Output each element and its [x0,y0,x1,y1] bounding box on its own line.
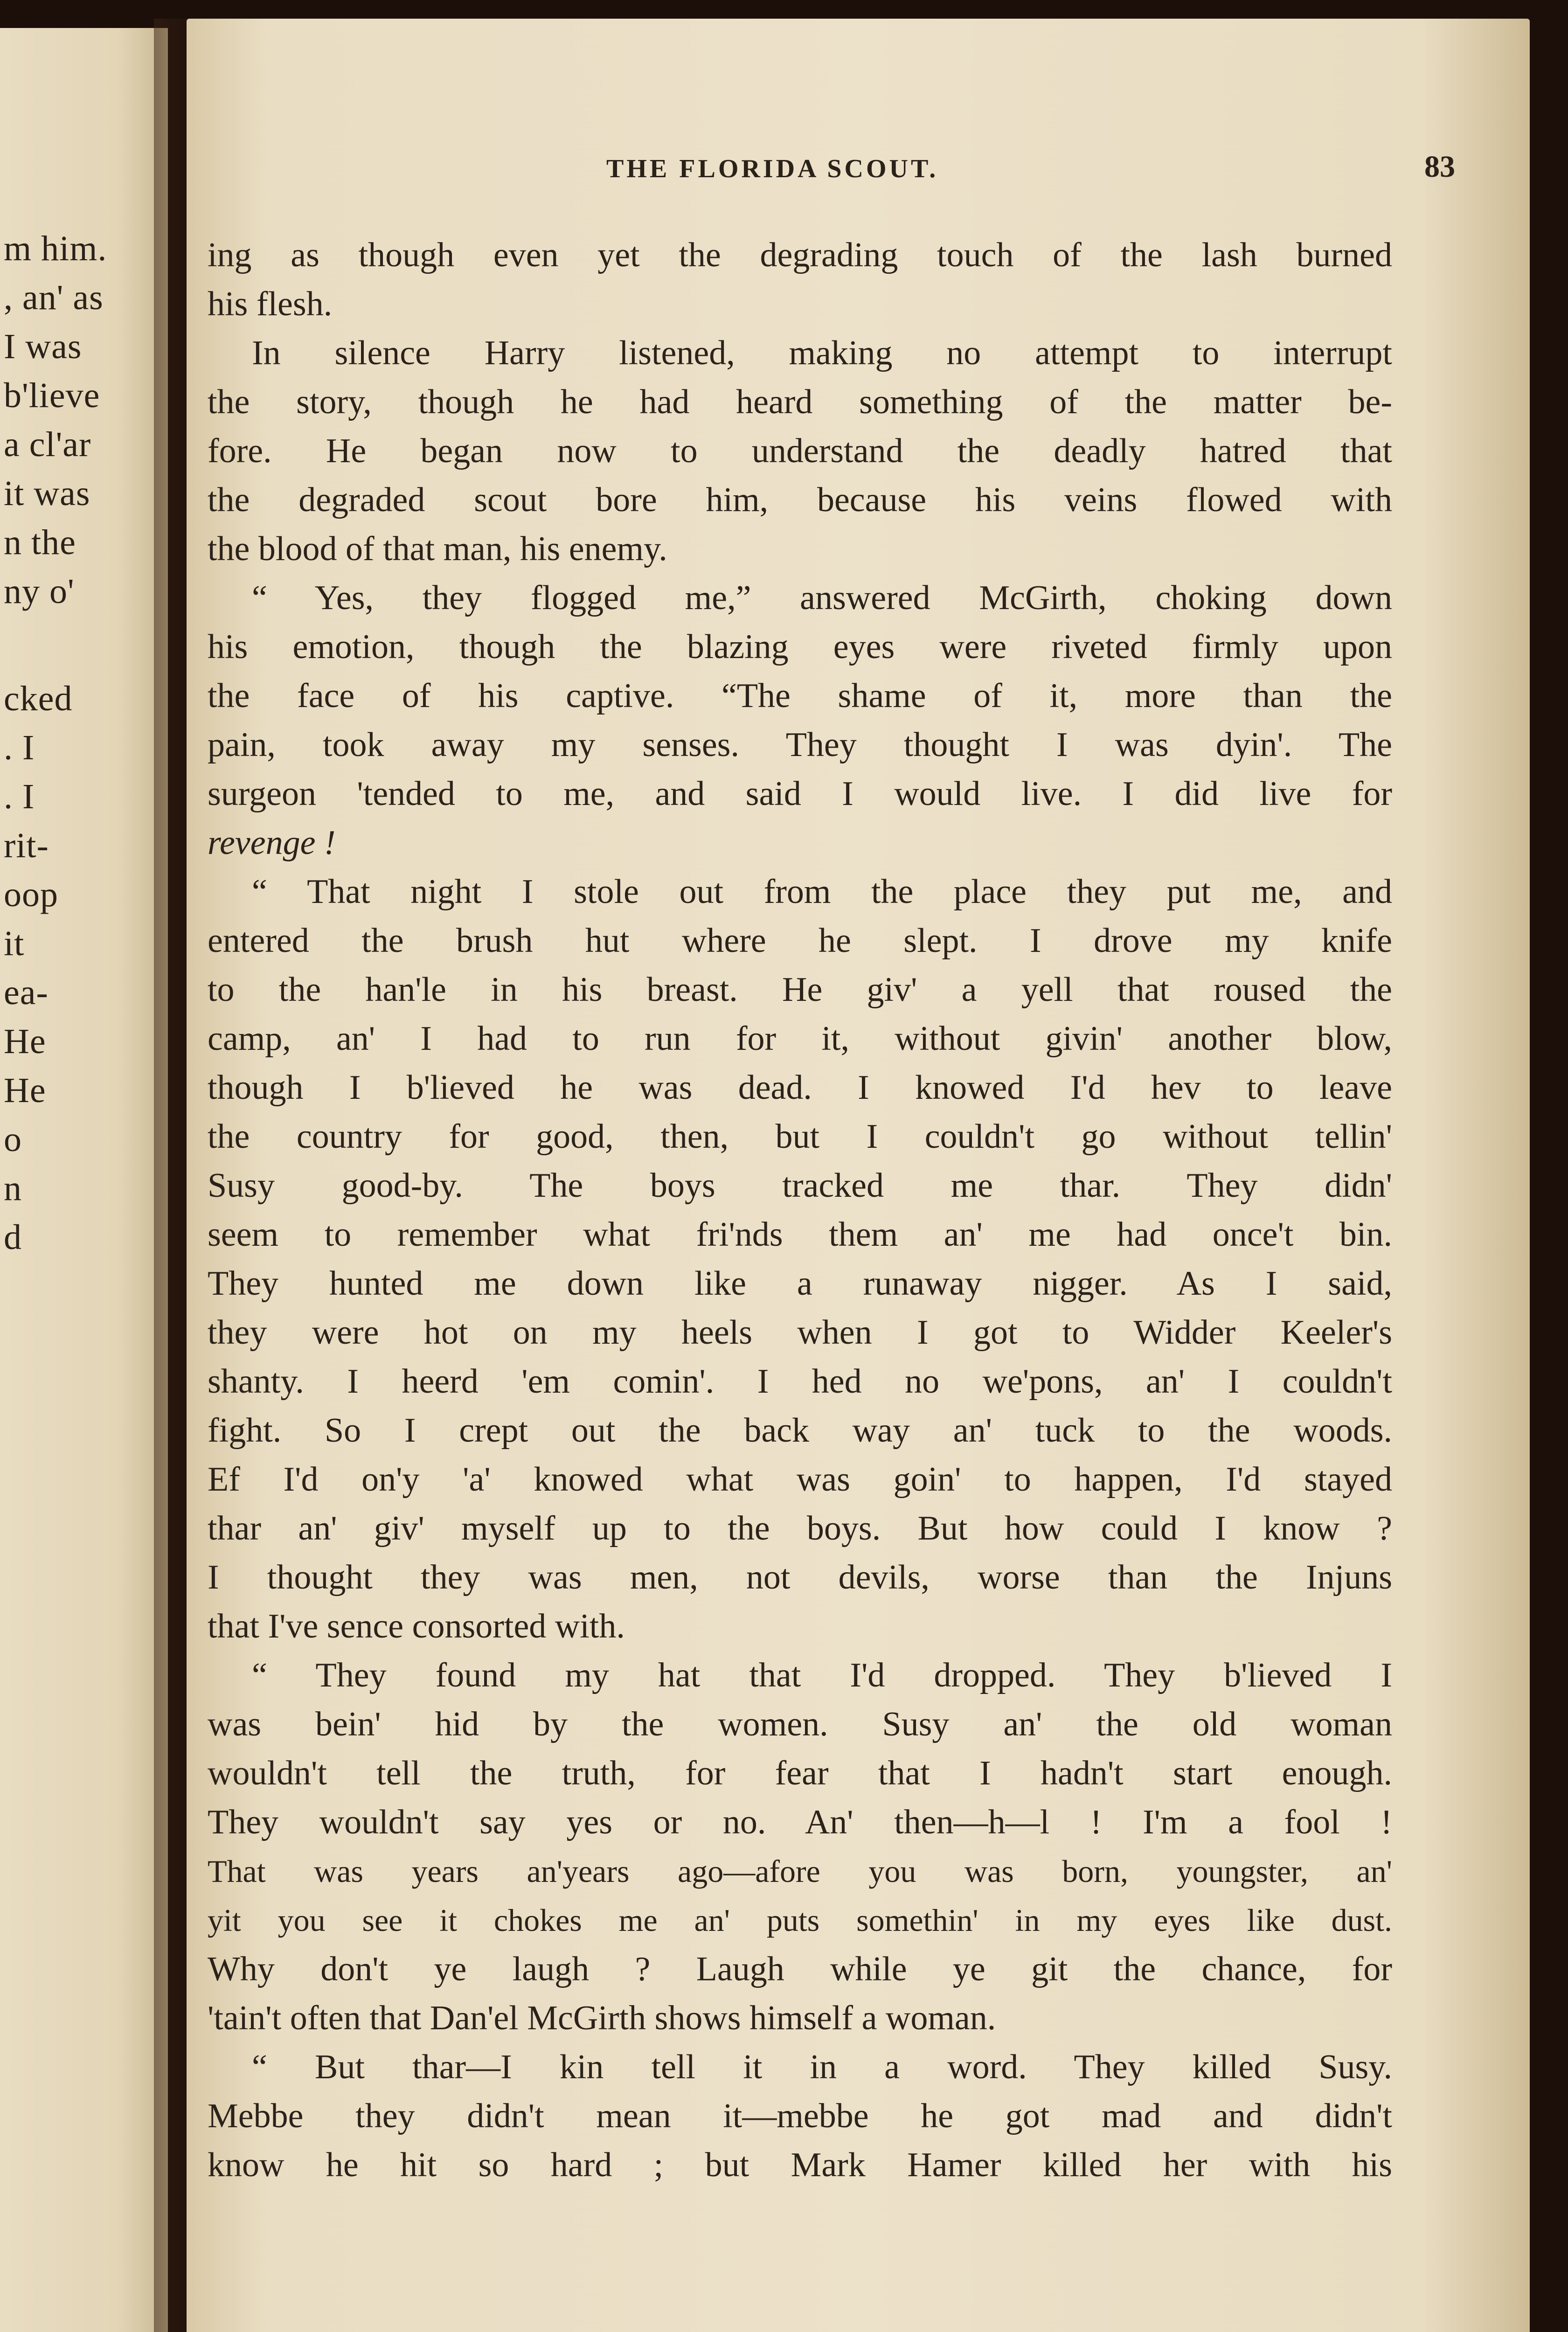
text-line: was bein' hid by the women. Susy an' the old woman [208,1705,1392,1743]
left-page-fragment: rit- [4,826,49,865]
text-line: the degraded scout bore him, because his veins flowed with [208,481,1392,519]
text-line: That was years an'years ago—afore you was born, youngster, an' [208,1853,1392,1889]
text-line: I thought they was men, not devils, worse than the Injuns [208,1558,1392,1596]
right-page [187,19,1530,2332]
text-line: thar an' giv' myself up to the boys. But how could I know ? [208,1509,1392,1548]
text-line: yit you see it chokes me an' puts somethin' in my eyes like dust. [208,1902,1392,1938]
text-line: the face of his captive. “The shame of it, more than the [208,677,1392,715]
left-page-fragment: ny o' [4,572,75,611]
left-page-fragment: o [4,1120,22,1159]
text-line: “ But thar—I kin tell it in a word. They killed Susy. [252,2048,1392,2086]
text-line: shanty. I heerd 'em comin'. I hed no we'pons, an' I couldn't [208,1362,1392,1401]
text-line: camp, an' I had to run for it, without givin' another blow, [208,1020,1392,1058]
left-page-fragment: , an' as [4,278,104,317]
text-line: the blood of that man, his enemy. [208,530,667,568]
italic-word: revenge ! [208,824,336,862]
left-page-fragment: n the [4,523,76,562]
running-title: THE FLORIDA SCOUT. [606,154,939,183]
text-line: surgeon 'tended to me, and said I would live. I did live for [208,775,1392,813]
text-line: “ That night I stole out from the place they put me, and [252,873,1392,911]
text-line: ing as though even yet the degrading touch of the lash burned [208,236,1392,274]
left-facing-page [0,28,168,2332]
left-page-fragment: it was [4,474,90,513]
text-line: In silence Harry listened, making no attempt to interrupt [252,334,1392,372]
text-line: They hunted me down like a runaway nigger. As I said, [208,1264,1392,1303]
left-page-fragment: m him. [4,229,107,268]
left-page-fragment: oop [4,875,58,914]
text-line: though I b'lieved he was dead. I knowed I'd hev to leave [208,1069,1392,1107]
text-line: They wouldn't say yes or no. An' then—h—l ! I'm a fool ! [208,1803,1392,1841]
text-line: seem to remember what fri'nds them an' me had once't bin. [208,1215,1392,1254]
left-page-fragment: n [4,1169,22,1208]
text-line: that I've sence consorted with. [208,1607,625,1645]
left-page-fragment: He [4,1022,46,1061]
text-line: the story, though he had heard something of the matter be- [208,383,1392,421]
text-line: the country for good, then, but I couldn't go without tellin' [208,1117,1392,1156]
left-page-fragment: ea- [4,973,49,1012]
text-line: Susy good-by. The boys tracked me thar. They didn' [208,1166,1392,1205]
page-number: 83 [1424,150,1455,184]
text-line: they were hot on my heels when I got to Widder Keeler's [208,1313,1392,1352]
text-line: Ef I'd on'y 'a' knowed what was goin' to happen, I'd stayed [208,1460,1392,1499]
text-line: his flesh. [208,285,333,323]
text-line: “ Yes, they flogged me,” answered McGirth, choking down [252,579,1392,617]
text-line: entered the brush hut where he slept. I drove my knife [208,922,1392,960]
text-line: know he hit so hard ; but Mark Hamer killed her with his [208,2146,1392,2184]
left-page-fragment: b'lieve [4,376,100,415]
text-line-italic [208,819,1392,867]
text-line: Mebbe they didn't mean it—mebbe he got mad and didn't [208,2097,1392,2135]
text-line: his emotion, though the blazing eyes were riveted firmly upon [208,628,1392,666]
text-line: 'tain't often that Dan'el McGirth shows himself a woman. [208,1999,996,2037]
text-line: wouldn't tell the truth, for fear that I hadn't start enough. [208,1754,1392,1792]
left-page-fragment: I was [4,327,82,366]
text-line: Why don't ye laugh ? Laugh while ye git the chance, for [208,1950,1392,1988]
left-page-fragment: it [4,924,25,963]
left-page-fragment: . I [4,777,35,816]
text-line: “ They found my hat that I'd dropped. They b'lieved I [252,1656,1392,1694]
left-page-fragment: a cl'ar [4,425,91,464]
text-line: fight. So I crept out the back way an' tuck to the woods. [208,1411,1392,1450]
text-line: pain, took away my senses. They thought I was dyin'. The [208,726,1392,764]
text-line: fore. He began now to understand the deadly hatred that [208,432,1392,470]
text-line: to the han'le in his breast. He giv' a yell that roused the [208,971,1392,1009]
left-page-fragment: He [4,1071,46,1110]
left-page-fragment: d [4,1218,22,1257]
left-page-fragment: . I [4,728,35,767]
left-page-fragment: cked [4,679,73,718]
